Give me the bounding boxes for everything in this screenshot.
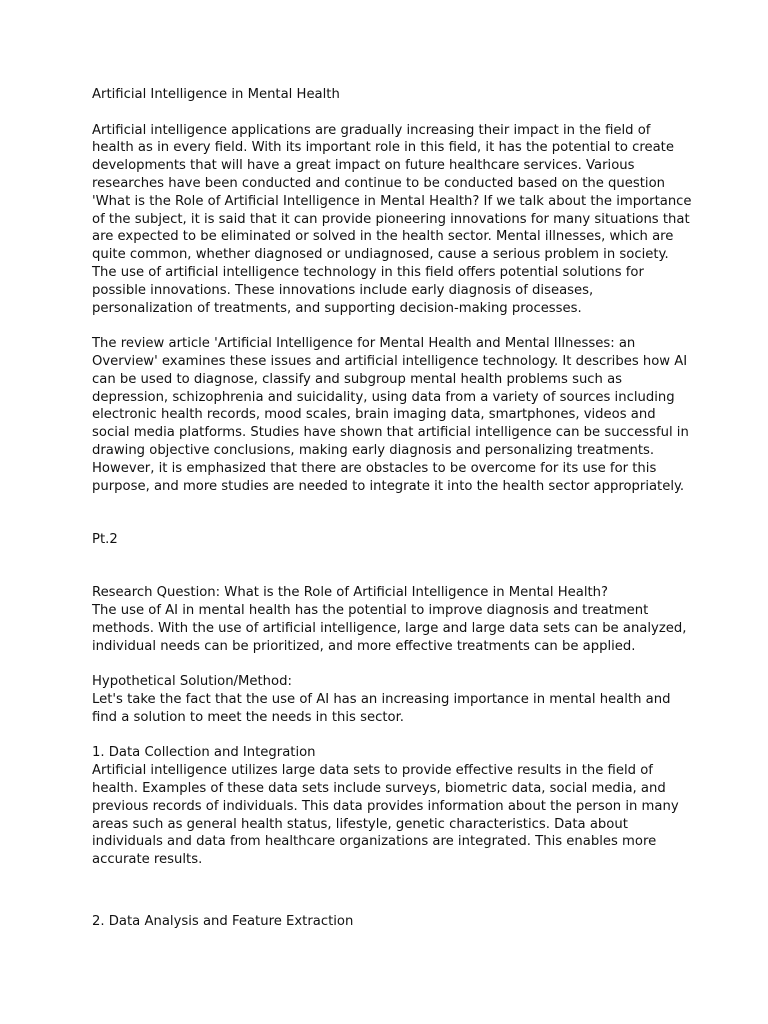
section1-text: Artificial intelligence utilizes large data sets to provide effective results in the field of health. Examples of these data sets include surveys, biometric data, social media, and previous records of individuals. This data provides information about the person in many areas such as general health status, lifestyle, genetic characteristics. Data about individuals and data from healthcare organizations are integrated. This enables more accurate results. (92, 763, 679, 868)
spacer (92, 869, 692, 913)
spacer (92, 656, 692, 674)
section1-heading: 1. Data Collection and Integration (92, 745, 316, 761)
spacer (92, 104, 692, 122)
research-question-answer: The use of AI in mental health has the potential to improve diagnosis and treatment methods. With the use of artificial intelligence, large and large data sets can be analyzed, individual needs can be prioritized, and more effective treatments can be applied. (92, 603, 687, 654)
document-page (92, 86, 692, 931)
research-question: Research Question: What is the Role of Artificial Intelligence in Mental Health? (92, 585, 609, 601)
spacer (92, 549, 692, 585)
spacer (92, 495, 692, 531)
part-label: Pt.2 (92, 531, 118, 547)
hypothetical-text: Let's take the fact that the use of AI has an increasing importance in mental health and find a solution to meet the needs in this sector. (92, 692, 671, 725)
spacer (92, 317, 692, 335)
spacer (92, 727, 692, 745)
section2-heading: 2. Data Analysis and Feature Extraction (92, 914, 354, 930)
hypothetical-heading: Hypothetical Solution/Method: (92, 674, 292, 690)
document-title: Artificial Intelligence in Mental Health (92, 87, 340, 102)
intro-paragraph: Artificial intelligence applications are gradually increasing their impact in the field of health as in every field. With its important role in this field, it has the potential to create developments that will have a great impact on future healthcare services. Various researches have been conducted and continue to be conducted based on the question 'What is the Role of Artificial Intelligence in Mental Health? If we talk about the importance of the subject, it is said that it can provide pioneering innovations for many situations that are expected to be eliminated or solved in the health sector. Mental illnesses, which are quite common, whether diagnosed or undiagnosed, cause a serious problem in society. The use of artificial intelligence technology in this field offers potential solutions for possible innovations. These innovations include early diagnosis of diseases, personalization of treatments, and supporting decision-making processes. (92, 122, 692, 316)
review-paragraph: The review article 'Artificial Intelligence for Mental Health and Mental Illnesses: an Overview' examines these issues and artificial intelligence technology. It describes how AI can be used to diagnose, classify and subgroup mental health problems such as depression, schizophrenia and suicidality, using data from a variety of sources including electronic health records, mood scales, brain imaging data, smartphones, videos and social media platforms. Studies have shown that artificial intelligence can be successful in drawing objective conclusions, making early diagnosis and personalizing treatments. However, it is emphasized that there are obstacles to be overcome for its use for this purpose, and more studies are needed to integrate it into the health sector appropriately. (92, 336, 689, 494)
